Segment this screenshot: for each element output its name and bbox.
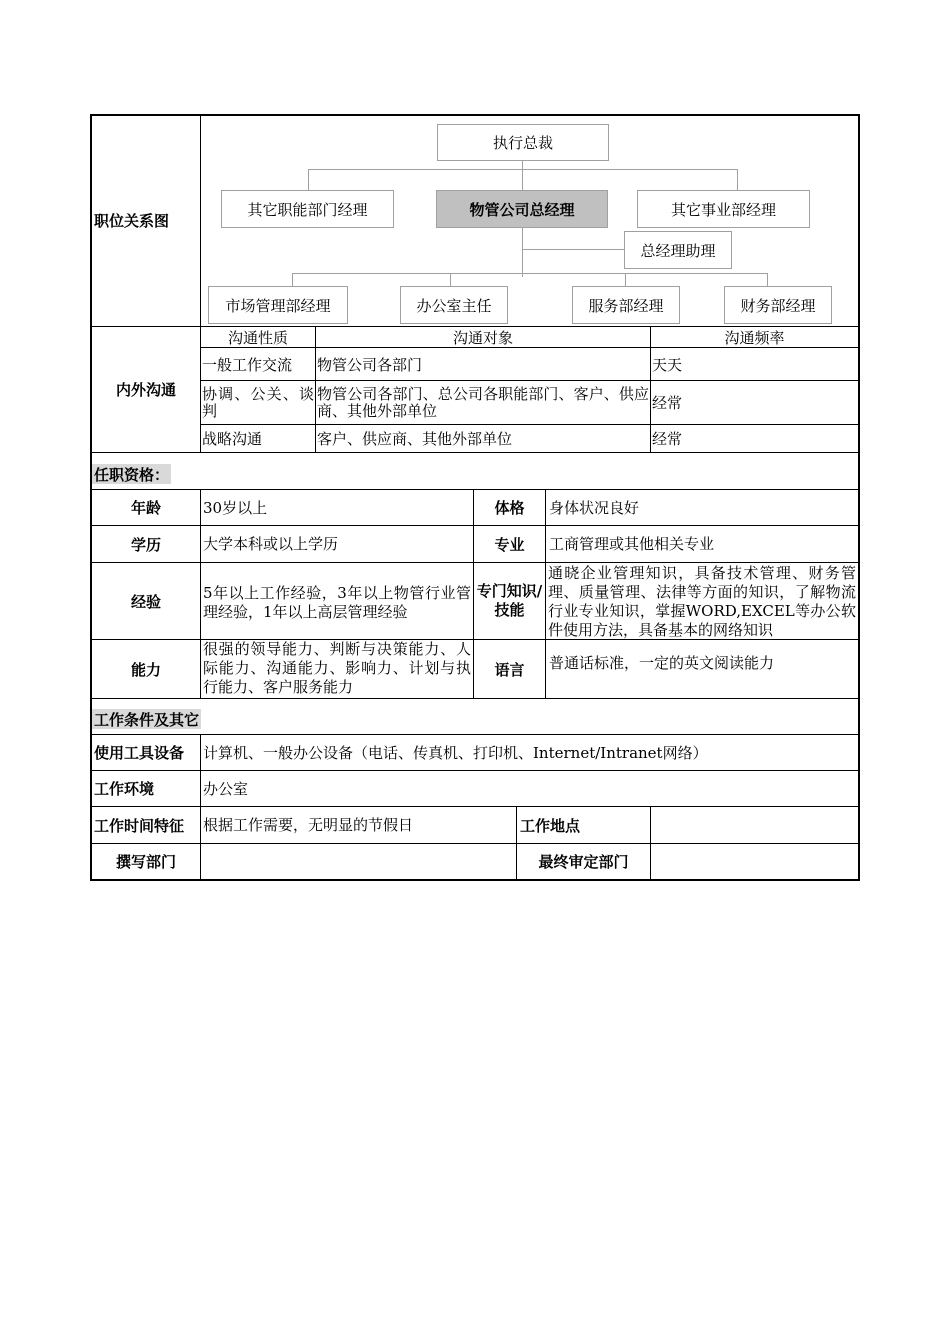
row-divider <box>90 734 860 735</box>
row-divider <box>200 380 860 381</box>
comm-header-frequency: 沟通频率 <box>724 329 785 347</box>
col-divider <box>200 114 201 453</box>
tools-label: 使用工具设备 <box>94 744 185 762</box>
language-value: 普通话标准，一定的英文阅读能力 <box>549 654 775 672</box>
comm-row-frequency: 天天 <box>652 356 683 374</box>
row-divider <box>90 326 860 327</box>
ability-value: 很强的领导能力、判断与决策能力、人际能力、沟通能力、影响力、计划与执行能力、客户服务能力 <box>203 640 471 696</box>
org-chart-label: 职位关系图 <box>94 211 170 230</box>
org-node-service: 服务部经理 <box>572 286 680 324</box>
language-label: 语言 <box>494 660 525 679</box>
org-connector <box>450 273 451 287</box>
education-value: 大学本科或以上学历 <box>203 535 339 553</box>
major-label: 专业 <box>494 535 525 554</box>
comm-row-target: 物管公司各部门、总公司各职能部门、客户、供应商、其他外部单位 <box>317 385 649 420</box>
row-divider <box>90 452 860 453</box>
col-divider <box>545 489 546 699</box>
skills-label: 专门知识/技能 <box>476 582 543 619</box>
table-border-right <box>858 114 860 881</box>
org-node-finance: 财务部经理 <box>724 286 832 324</box>
environment-label: 工作环境 <box>94 780 155 798</box>
row-divider <box>200 347 860 348</box>
age-label: 年龄 <box>130 499 161 517</box>
org-node-other-division: 其它事业部经理 <box>637 190 810 228</box>
conditions-title: 工作条件及其它 <box>94 710 200 729</box>
org-node-ceo: 执行总裁 <box>437 124 609 161</box>
table-border-top <box>90 114 860 116</box>
experience-value: 5年以上工作经验，3年以上物管行业管理经验，1年以上高层管理经验 <box>203 584 471 621</box>
row-divider <box>90 806 860 807</box>
skills-value: 通晓企业管理知识，具备技术管理、财务管理、质量管理、法律等方面的知识，了解物流行业专业知识，掌握WORD,EXCEL等办公软件使用方法，具备基本的网络知识 <box>548 564 856 639</box>
org-connector <box>308 169 738 170</box>
col-divider <box>200 489 201 699</box>
work-location-label: 工作地点 <box>520 816 581 835</box>
ability-label: 能力 <box>130 660 161 679</box>
org-node-general-manager: 物管公司总经理 <box>436 190 608 228</box>
comm-row-nature: 协调、公关、谈判 <box>202 385 314 420</box>
org-node-marketing: 市场管理部经理 <box>208 286 348 324</box>
physique-value: 身体状况良好 <box>549 499 640 517</box>
row-divider <box>200 424 860 425</box>
org-connector <box>625 273 626 287</box>
experience-label: 经验 <box>130 592 161 611</box>
row-divider <box>90 770 860 771</box>
physique-label: 体格 <box>494 499 525 517</box>
org-connector <box>292 273 293 287</box>
org-node-office: 办公室主任 <box>400 286 508 324</box>
org-node-assistant: 总经理助理 <box>624 231 732 269</box>
col-divider <box>200 734 201 880</box>
table-border-bottom <box>90 879 860 881</box>
environment-value: 办公室 <box>203 780 249 798</box>
education-label: 学历 <box>130 535 161 554</box>
org-connector <box>522 249 624 250</box>
org-connector <box>737 169 738 191</box>
comm-row-frequency: 经常 <box>652 394 683 412</box>
work-time-value: 根据工作需要，无明显的节假日 <box>203 816 414 834</box>
row-divider <box>90 698 860 699</box>
comm-row-target: 物管公司各部门 <box>317 356 423 374</box>
tools-value: 计算机、一般办公设备（电话、传真机、打印机、Internet/Intranet网络） <box>203 744 708 762</box>
comm-row-frequency: 经常 <box>652 430 683 448</box>
age-value: 30岁以上 <box>203 499 268 517</box>
work-time-label: 工作时间特征 <box>94 816 185 835</box>
comm-row-nature: 一般工作交流 <box>202 356 293 374</box>
comm-header-target: 沟通对象 <box>452 329 513 347</box>
communication-label: 内外沟通 <box>115 381 176 399</box>
org-connector <box>292 273 768 274</box>
org-connector <box>308 169 309 191</box>
author-dept-label: 撰写部门 <box>115 853 176 871</box>
final-review-dept-label: 最终审定部门 <box>538 853 629 871</box>
col-divider <box>650 806 651 880</box>
comm-row-nature: 战略沟通 <box>202 430 263 448</box>
comm-row-target: 客户、供应商、其他外部单位 <box>317 430 513 448</box>
org-connector <box>767 273 768 287</box>
org-node-other-functional: 其它职能部门经理 <box>221 190 394 228</box>
comm-header-nature: 沟通性质 <box>227 329 288 347</box>
qualifications-title: 任职资格： <box>94 465 170 484</box>
row-divider <box>90 843 860 844</box>
major-value: 工商管理或其他相关专业 <box>549 535 715 553</box>
